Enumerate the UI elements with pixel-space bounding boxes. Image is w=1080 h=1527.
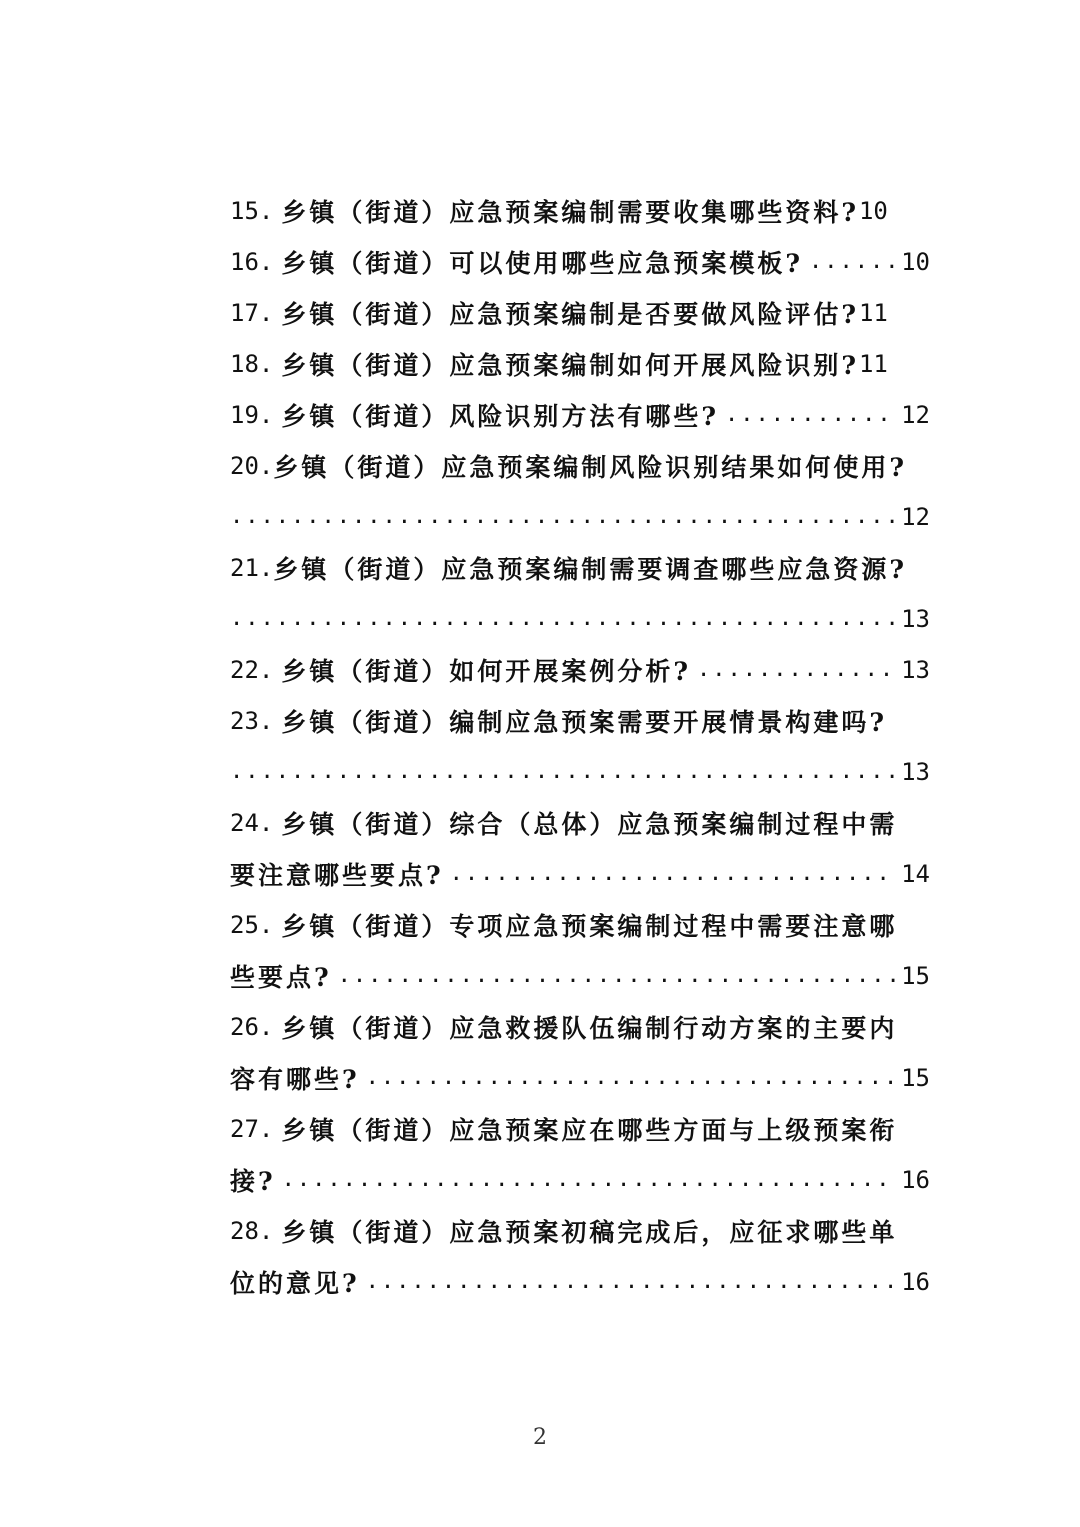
entry-title: 乡镇（街道）应急预案编制需要收集哪些资料?: [281, 197, 859, 227]
entry-page-number: 14: [901, 859, 930, 888]
dot-leader: [725, 402, 895, 427]
entry-title-continuation: 接?: [230, 1166, 276, 1196]
entry-number: 28.: [230, 1216, 274, 1245]
dot-leader: [809, 249, 895, 274]
entry-number: 18.: [230, 349, 274, 378]
entry-title-continuation: 些要点?: [230, 962, 332, 992]
toc-entry[interactable]: [230, 389, 930, 440]
entry-page-number: 10: [901, 247, 930, 276]
toc-entry-continuation[interactable]: [230, 1052, 930, 1103]
entry-number: 19.: [230, 400, 274, 429]
toc-entry[interactable]: [230, 1001, 930, 1052]
entry-number: 20.: [230, 451, 274, 480]
entry-page-number: 11: [858, 349, 888, 378]
toc-entry-continuation[interactable]: [230, 1154, 930, 1205]
entry-page-number: 10: [858, 196, 888, 225]
entry-title: 乡镇（街道）如何开展案例分析?: [281, 656, 691, 686]
entry-title: 乡镇（街道）应急预案编制是否要做风险评估?: [281, 299, 859, 329]
dot-leader: [697, 657, 895, 682]
dot-leader: [230, 759, 895, 784]
entry-number: 17.: [230, 298, 274, 327]
entry-title: 乡镇（街道）编制应急预案需要开展情景构建吗?: [281, 707, 887, 737]
toc-entry-continuation[interactable]: [230, 746, 930, 797]
toc-entry-continuation[interactable]: [230, 593, 930, 644]
toc-entry[interactable]: [230, 440, 930, 491]
toc-entry[interactable]: [230, 644, 930, 695]
entry-page-number: 15: [901, 961, 930, 990]
entry-page-number: 11: [858, 298, 888, 327]
entry-title: 乡镇（街道）可以使用哪些应急预案模板?: [281, 248, 803, 278]
entry-number: 16.: [230, 247, 274, 276]
entry-page-number: 13: [901, 757, 930, 786]
dot-leader: [450, 861, 895, 886]
toc-entry[interactable]: [230, 695, 930, 746]
dot-leader: [366, 1065, 895, 1090]
toc-entry[interactable]: [230, 1205, 930, 1256]
entry-number: 25.: [230, 910, 274, 939]
entry-page-number: 12: [901, 400, 930, 429]
toc-entry-continuation[interactable]: [230, 848, 930, 899]
entry-title: 乡镇（街道）应急救援队伍编制行动方案的主要内: [281, 1013, 898, 1043]
toc-entry[interactable]: [230, 338, 930, 389]
toc-entry[interactable]: [230, 899, 930, 950]
entry-number: 24.: [230, 808, 274, 837]
entry-title-continuation: 要注意哪些要点?: [230, 860, 444, 890]
entry-page-number: 13: [901, 655, 930, 684]
entry-title: 乡镇（街道）应急预案应在哪些方面与上级预案衔: [281, 1115, 898, 1145]
entry-number: 22.: [230, 655, 274, 684]
page-number: 2: [533, 1425, 547, 1450]
entry-number: 27.: [230, 1114, 274, 1143]
entry-number: 21.: [230, 553, 274, 582]
entry-page-number: 16: [901, 1267, 930, 1296]
toc-entry[interactable]: [230, 542, 930, 593]
toc-entry-continuation[interactable]: [230, 1256, 930, 1307]
toc-entry[interactable]: [230, 797, 930, 848]
entry-page-number: 16: [901, 1165, 930, 1194]
entry-number: 15.: [230, 196, 274, 225]
dot-leader: [338, 963, 895, 988]
dot-leader: [366, 1269, 895, 1294]
entry-title: 乡镇（街道）应急预案编制如何开展风险识别?: [281, 350, 859, 380]
toc-entry-continuation[interactable]: [230, 950, 930, 1001]
entry-page-number: 12: [901, 502, 930, 531]
entry-number: 26.: [230, 1012, 274, 1041]
entry-title-continuation: 位的意见?: [230, 1268, 360, 1298]
dot-leader: [230, 606, 895, 631]
toc-entry[interactable]: [230, 287, 930, 338]
dot-leader: [282, 1167, 895, 1192]
entry-page-number: 15: [901, 1063, 930, 1092]
entry-number: 23.: [230, 706, 274, 735]
entry-title: 乡镇（街道）应急预案初稿完成后，应征求哪些单: [281, 1217, 898, 1247]
entry-page-number: 13: [901, 604, 930, 633]
entry-title: 乡镇（街道）综合（总体）应急预案编制过程中需: [281, 809, 898, 839]
table-of-contents: [230, 185, 930, 1307]
entry-title: 乡镇（街道）应急预案编制风险识别结果如何使用?: [273, 452, 908, 482]
toc-entry[interactable]: [230, 1103, 930, 1154]
toc-entry-continuation[interactable]: [230, 491, 930, 542]
toc-entry[interactable]: [230, 236, 930, 287]
entry-title: 乡镇（街道）专项应急预案编制过程中需要注意哪: [281, 911, 898, 941]
entry-title: 乡镇（街道）风险识别方法有哪些?: [281, 401, 719, 431]
toc-entry[interactable]: [230, 185, 930, 236]
dot-leader: [230, 504, 895, 529]
entry-title-continuation: 容有哪些?: [230, 1064, 360, 1094]
entry-title: 乡镇（街道）应急预案编制需要调查哪些应急资源?: [273, 554, 908, 584]
